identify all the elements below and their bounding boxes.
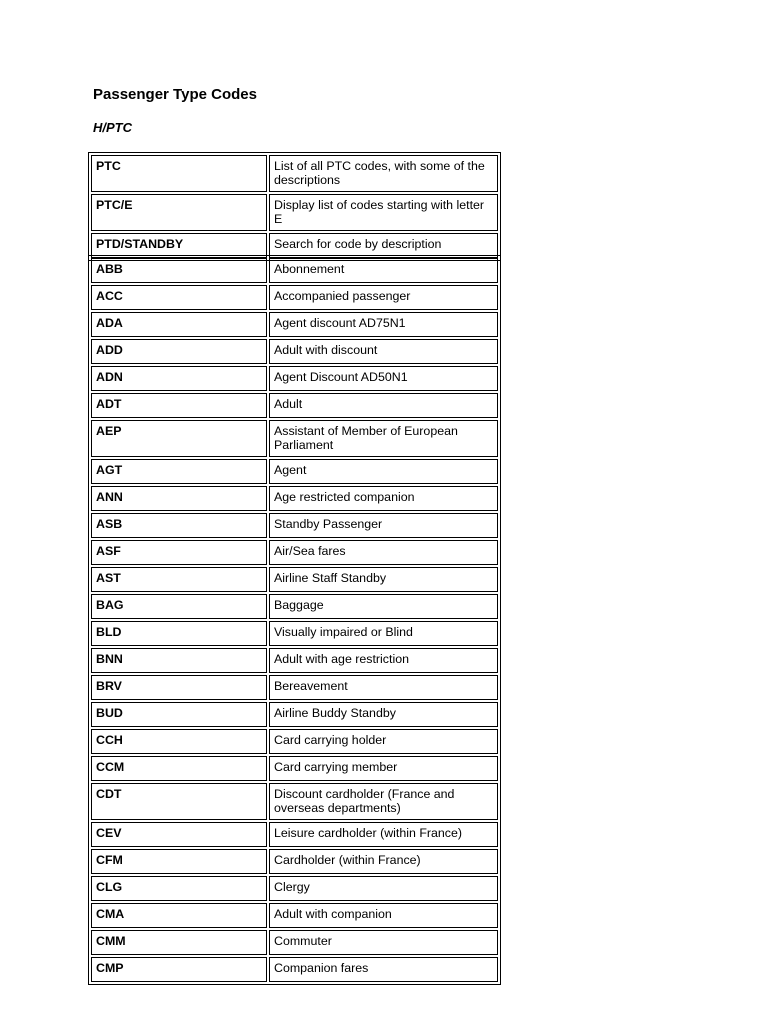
code-row (91, 339, 498, 364)
code-cell: AGT (91, 459, 267, 484)
code-row (91, 420, 498, 457)
code-row (91, 513, 498, 538)
code-cell: CEV (91, 822, 267, 847)
description-cell: Commuter (269, 930, 498, 955)
description-cell: Assistant of Member of European Parliament (269, 420, 498, 457)
description-cell: Standby Passenger (269, 513, 498, 538)
description-cell: Card carrying holder (269, 729, 498, 754)
code-row (91, 876, 498, 901)
code-row (91, 957, 498, 982)
code-cell: ASF (91, 540, 267, 565)
code-cell: ABB (91, 258, 267, 283)
command-row (91, 194, 498, 231)
code-cell: CDT (91, 783, 267, 820)
description-cell: Agent Discount AD50N1 (269, 366, 498, 391)
code-row (91, 822, 498, 847)
code-cell: BAG (91, 594, 267, 619)
code-row (91, 648, 498, 673)
code-row (91, 783, 498, 820)
code-row (91, 903, 498, 928)
description-cell: Cardholder (within France) (269, 849, 498, 874)
code-cell: ADD (91, 339, 267, 364)
code-row (91, 930, 498, 955)
description-cell: Adult with companion (269, 903, 498, 928)
code-cell: ADA (91, 312, 267, 337)
description-cell: Accompanied passenger (269, 285, 498, 310)
code-cell: AST (91, 567, 267, 592)
code-row (91, 849, 498, 874)
description-cell: Adult with age restriction (269, 648, 498, 673)
code-cell: CLG (91, 876, 267, 901)
code-cell: CMP (91, 957, 267, 982)
code-cell: BUD (91, 702, 267, 727)
description-cell: Visually impaired or Blind (269, 621, 498, 646)
command-row (91, 155, 498, 192)
page-title: Passenger Type Codes (93, 86, 257, 103)
code-cell: CMM (91, 930, 267, 955)
description-cell: Clergy (269, 876, 498, 901)
description-cell: Airline Staff Standby (269, 567, 498, 592)
description-cell: Search for code by description (269, 233, 498, 258)
code-cell: CFM (91, 849, 267, 874)
code-row (91, 756, 498, 781)
code-cell: ADN (91, 366, 267, 391)
command-table (88, 152, 501, 261)
description-cell: Baggage (269, 594, 498, 619)
description-cell: Card carrying member (269, 756, 498, 781)
description-cell: Discount cardholder (France and overseas departments) (269, 783, 498, 820)
code-cell: ASB (91, 513, 267, 538)
code-row (91, 729, 498, 754)
code-cell: CCM (91, 756, 267, 781)
description-cell: List of all PTC codes, with some of the descriptions (269, 155, 498, 192)
description-cell: Bereavement (269, 675, 498, 700)
page-subtitle: H/PTC (93, 120, 132, 135)
code-cell: BLD (91, 621, 267, 646)
code-row (91, 258, 498, 283)
code-cell: AEP (91, 420, 267, 457)
description-cell: Companion fares (269, 957, 498, 982)
code-row (91, 285, 498, 310)
description-cell: Display list of codes starting with letter E (269, 194, 498, 231)
description-cell: Adult with discount (269, 339, 498, 364)
description-cell: Agent (269, 459, 498, 484)
description-cell: Airline Buddy Standby (269, 702, 498, 727)
code-cell: BRV (91, 675, 267, 700)
code-cell: PTC (91, 155, 267, 192)
code-cell: ADT (91, 393, 267, 418)
code-cell: ACC (91, 285, 267, 310)
description-cell: Abonnement (269, 258, 498, 283)
code-row (91, 567, 498, 592)
code-row (91, 459, 498, 484)
code-table-body (91, 258, 498, 982)
code-row (91, 540, 498, 565)
code-table (88, 255, 501, 985)
code-row (91, 366, 498, 391)
code-row (91, 393, 498, 418)
code-row (91, 621, 498, 646)
code-row (91, 594, 498, 619)
description-cell: Agent discount AD75N1 (269, 312, 498, 337)
code-row (91, 486, 498, 511)
code-cell: CMA (91, 903, 267, 928)
code-cell: PTC/E (91, 194, 267, 231)
code-row (91, 312, 498, 337)
code-cell: ANN (91, 486, 267, 511)
code-row (91, 702, 498, 727)
description-cell: Leisure cardholder (within France) (269, 822, 498, 847)
command-table-body (91, 155, 498, 258)
code-cell: BNN (91, 648, 267, 673)
description-cell: Air/Sea fares (269, 540, 498, 565)
code-cell: CCH (91, 729, 267, 754)
description-cell: Adult (269, 393, 498, 418)
code-row (91, 675, 498, 700)
description-cell: Age restricted companion (269, 486, 498, 511)
code-cell: PTD/STANDBY (91, 233, 267, 258)
